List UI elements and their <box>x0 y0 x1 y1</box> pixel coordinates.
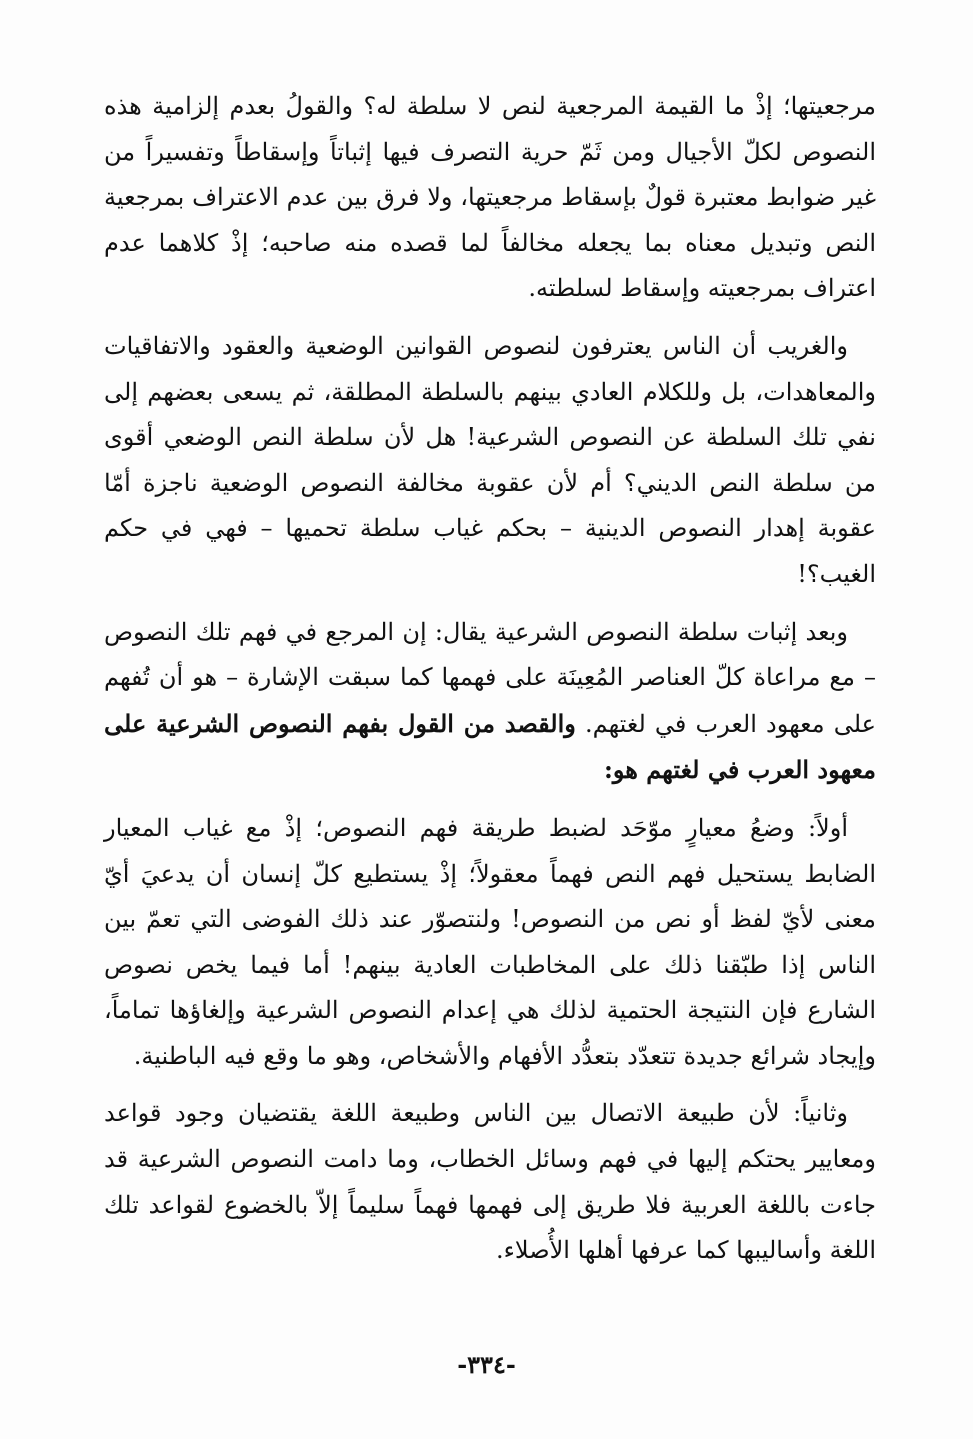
paragraph-2-text: والغريب أن الناس يعترفون لنصوص القوانين الوضعية والعقود والاتفاقيات والمعاهدات، بل وللكلام العادي بينهم بالسلطة المطلقة، ثم يسعى بعضهم إلى نفي تلك السلطة عن النصوص الشرعية! هل لأن سلطة النص الوضعي أقوى من سلطة النص الديني؟ أم لأن عقوبة مخالفة النصوص الوضعية ناجزة أمّا عقوبة إهدار النصوص الدينية – بحكم غياب سلطة تحميها – فهي في حكم الغيب؟! <box>104 331 876 588</box>
paragraph-4 <box>104 806 876 1080</box>
paragraph-5-text: وثانياً: لأن طبيعة الاتصال بين الناس وطبيعة اللغة يقتضيان وجود قواعد ومعايير يحتكم إليها في فهم وسائل الخطاب، وما دامت النصوص الشرعية قد جاءت باللغة العربية فلا طريق إلى فهمها فهماً سليماً إلاّ بالخضوع لقواعد تلك اللغة وأساليبها كما عرفها أهلها الأُصلاء. <box>104 1099 877 1265</box>
body-text <box>104 84 876 1286</box>
paragraph-3-bold-text: والقصد من القول بفهم النصوص الشرعية على معهود العرب في لغتهم هو: <box>104 708 876 785</box>
paragraph-5 <box>104 1091 876 1273</box>
paragraph-3-text: وبعد إثبات سلطة النصوص الشرعية يقال: إن المرجع في فهم تلك النصوص – مع مراعاة كلّ العناصر المُعِينَة على فهمها كما سبقت الإشارة – هو أن تُفهم على معهود العرب في لغتهم. <box>104 617 876 738</box>
paragraph-1-text: مرجعيتها؛ إذْ ما القيمة المرجعية لنص لا سلطة له؟ والقولُ بعدم إلزامية هذه النصوص لكلّ الأجيال ومن ثَمّ حرية التصرف فيها إثباتاً وإسقاطاً وتفسيراً من غير ضوابط معتبرة قولٌ بإسقاط مرجعيتها، ولا فرق بين عدم الاعتراف بمرجعية النص وتبديل معناه بما يجعله مخالفاً لما قصده منه صاحبه؛ إذْ كلاهما عدم اعتراف بمرجعيته وإسقاط لسلطته. <box>104 92 876 303</box>
paragraph-4-text: أولاً: وضعُ معيارٍ موّحَد لضبط طريقة فهم النصوص؛ إذْ مع غياب المعيار الضابط يستحيل فهم النص فهماً معقولاً؛ إذْ يستطيع كلّ إنسان أن يدعيَ أيّ معنى لأيّ لفظ أو نص من النصوص! ولنتصوّر عند ذلك الفوضى التي تعمّ بين الناس إذا طبّقنا ذلك على المخاطبات العادية بينهم! أما فيما يخص نصوص الشارع فإن النتيجة الحتمية لذلك هي إعدام النصوص الشرعية وإلغاؤها تماماً، وإيجاد شرائع جديدة تتعدّد بتعدُّد الأفهام والأشخاص، وهو ما وقع فيه الباطنية. <box>104 813 876 1070</box>
paragraph-2 <box>104 324 876 598</box>
paragraph-3 <box>104 610 876 794</box>
paragraph-1 <box>104 84 876 312</box>
page-number: -٣٣٤- <box>457 1350 516 1379</box>
